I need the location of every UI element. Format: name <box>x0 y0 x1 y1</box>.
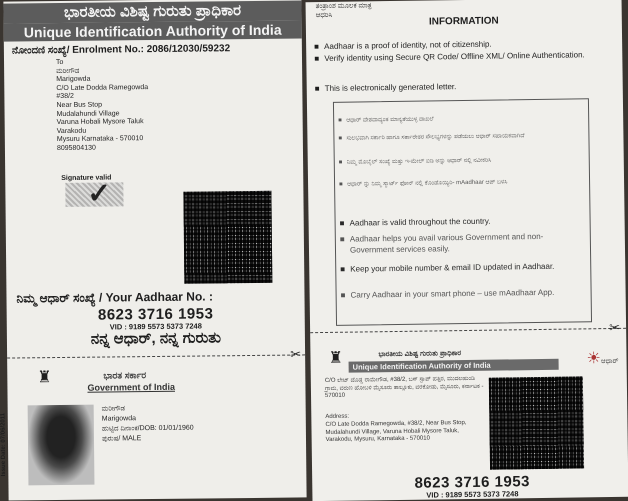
holder-name: Marigowda <box>101 415 137 423</box>
address-line: #38/2 <box>56 93 74 101</box>
bullet-icon: ■ <box>314 84 320 94</box>
government-label-english: Government of India <box>87 381 176 393</box>
vid-number: VID : 9189 5573 5373 7248 <box>426 489 519 500</box>
address-line: Varuna Hobali Mysore Taluk <box>56 118 144 127</box>
vid-number: VID : 9189 5573 5373 7248 <box>109 321 202 332</box>
authority-banner-english: Unique Identification Authority of India <box>4 20 302 41</box>
address-line: Near Bus Stop <box>56 101 103 109</box>
your-aadhaar-label: ನಿಮ್ಮ ಆಧಾರ್ ಸಂಖ್ಯೆ / Your Aadhaar No. : <box>16 289 214 306</box>
national-emblem-icon: ♜ <box>37 369 52 387</box>
information-box <box>333 98 592 326</box>
recipient-address <box>56 58 149 153</box>
authority-header <box>348 349 558 374</box>
aadhaar-letter-back <box>306 0 628 501</box>
kannada-bullet-text: ನಿಮ್ಮ ಮೊಬೈಲ್ ಸಂಖ್ಯೆ ಮತ್ತು ಇ-ಮೇಲ್ ಐಡಿ ಅನ್ನು ಆಧಾರ್ ನಲ್ಲಿ ನವೀಕರಿಸಿ <box>346 157 492 166</box>
address-line: Mudalahundi Village <box>56 109 120 118</box>
bullet-icon: ■ <box>339 218 345 228</box>
address-line: Marigowda <box>56 75 91 84</box>
bullet-icon: ■ <box>314 42 320 52</box>
aadhaar-logo-icon: ☀ಆಧಾರ್ <box>586 350 619 368</box>
holder-name-kannada: ಮರೀಗೌಡ <box>101 405 125 413</box>
information-bullet-text: Verify identity using Secure QR Code/ Offline XML/ Online Authentication. <box>324 50 585 63</box>
government-label-kannada: ಭಾರತ ಸರ್ಕಾರ <box>103 370 147 381</box>
address-line: Varakodu <box>56 127 87 135</box>
scissors-icon: ✂ <box>290 346 302 362</box>
cut-line <box>310 328 626 333</box>
bullet-icon: ■ <box>338 159 343 166</box>
kannada-bullet <box>338 132 566 143</box>
slogan: ನನ್ನ ಆಧಾರ್, ನನ್ನ ಗುರುತು <box>90 329 222 348</box>
aadhaar-number: 8623 3716 1953 <box>97 305 214 324</box>
english-bullet <box>339 231 578 255</box>
enrolment-number <box>12 43 230 56</box>
national-emblem-icon: ♜ <box>328 349 343 367</box>
address-line: C/O Late Dodda Ramegowda <box>56 83 149 92</box>
information-bullet-text: Aadhaar is a proof of identity, not of citizenship. <box>324 39 492 51</box>
english-bullet-text: Carry Aadhaar in your smart phone – use mAadhaar App. <box>350 287 555 300</box>
enrolment-value: 2086/12030/59232 <box>146 43 231 56</box>
address-kannada: C/O ಲೇಟ್ ದೊಡ್ಡ ರಾಮೇಗೌಡ, #38/2, ಬಸ್ ಸ್ಟಾಪ್ ಹತ್ತಿರ, ಮುದಲಹುಂಡಿ ಗ್ರಾಮ, ವರುಣ ಹೋಬಳಿ ಮೈಸೂರು ತಾಲ್ಲೂಕು, ವರಕೋಡು, ಮೈಸೂರು, ಕರ್ನಾಟಕ - 570010 <box>324 375 484 399</box>
address-label: Address: <box>325 413 350 420</box>
information-heading: INFORMATION <box>428 15 499 28</box>
address-line: Mysuru Karnataka - 570010 <box>56 135 144 144</box>
bullet-icon: ■ <box>338 117 342 124</box>
cut-line <box>7 354 305 358</box>
address-english: C/O Late Dodda Ramegowda, #38/2, Near Bus Stop, Mudalahundi Village, Varuna Hobali Mysore Taluk, Varakodu, Mysuru, Karnataka - 570010 <box>325 420 467 443</box>
holder-details <box>102 404 194 445</box>
english-bullet-text: Aadhaar is valid throughout the country. <box>349 216 491 228</box>
kannada-bullet-text: ಆಧಾರ್ ದೇಶದಾದ್ಯಂತ ಮಾನ್ಯತೆಯುಳ್ಳ ದಾಖಲೆ <box>346 116 434 124</box>
kannada-bullet <box>339 178 567 189</box>
top-text-line: ತಂತ್ರಾಂಶ ಮೂಲಕ ಮಾತ್ರ <box>315 2 372 11</box>
aadhaar-letter-front <box>0 0 306 501</box>
holder-dob: ಹುಟ್ಟಿದ ದಿನಾಂಕ/DOB: 01/01/1960 <box>101 424 194 433</box>
address-line: To <box>55 58 64 67</box>
scissors-icon: ✂ <box>609 319 621 336</box>
bullet-icon: ■ <box>340 290 346 300</box>
address-line: 8095804130 <box>56 144 96 152</box>
bullet-icon: ■ <box>339 234 345 244</box>
signature-valid-label: Signature valid <box>61 174 112 182</box>
english-bullet <box>339 215 578 229</box>
qr-code <box>489 376 584 469</box>
signature-block <box>61 174 131 211</box>
aadhaar-number: 8623 3716 1953 <box>414 473 531 492</box>
english-bullet <box>340 261 578 275</box>
top-text-line: ಆಧರಿಸಿ <box>315 11 333 20</box>
authority-banner-kannada: ಭಾರತೀಯ ವಿಶಿಷ್ಟ ಗುರುತು ಪ್ರಾಧಿಕಾರ <box>3 0 301 23</box>
bullet-icon: ■ <box>340 264 346 274</box>
english-bullet-text: Keep your mobile number & email ID updated in Aadhaar. <box>350 261 555 274</box>
bullet-icon: ■ <box>314 54 320 64</box>
issue-date: Issue Date: 07/06/2011 <box>0 412 8 477</box>
holder-gender: ಪುರುಷ/ MALE <box>101 435 142 443</box>
information-bullet <box>314 50 596 64</box>
authority-kannada: ಭಾರತೀಯ ವಿಶಿಷ್ಟ ಗುರುತು ಪ್ರಾಧಿಕಾರ <box>378 350 462 359</box>
information-bullet <box>314 80 597 94</box>
bullet-icon: ■ <box>338 135 343 142</box>
aadhaar-logo-text: ಆಧಾರ್ <box>600 357 619 366</box>
kannada-bullet <box>338 156 567 167</box>
kannada-bullet <box>338 114 566 125</box>
english-bullet-text: Aadhaar helps you avail various Government and non-Government services easily. <box>349 231 544 255</box>
issue-date-strip <box>0 401 19 491</box>
address-line: ಮರೀಗೌಡ <box>56 67 80 75</box>
authority-english: Unique Identification Authority of India <box>349 359 559 373</box>
enrolment-label: ನೋಂದಣಿ ಸಂಖ್ಯೆ/ Enrolment No.: <box>11 44 144 57</box>
english-bullet <box>340 287 579 301</box>
kannada-bullet-text: ಸುಲಭವಾಗಿ ಸರ್ಕಾರಿ ಹಾಗೂ ಸರ್ಕಾರೇತರ ಸೌಲಭ್ಯಗಳನ್ನು ಪಡೆಯಲು ಆಧಾರ್ ಸಹಾಯಕವಾಗಿದೆ <box>346 133 525 142</box>
bullet-icon: ■ <box>339 181 343 188</box>
holder-photo <box>28 405 95 486</box>
checkmark-icon: ✓ <box>87 177 112 209</box>
kannada-bullet-text: ಆಧಾರ್ ನ್ನು ನಿಮ್ಮ ಸ್ಮಾರ್ಟ್ ಫೋನ್ ನಲ್ಲಿ ಕೊಂಡೊಯ್ಯಿರಿ- mAadhaar ಆಪ್ ಬಳಸಿ <box>347 179 508 188</box>
information-bullet-text: This is electronically generated letter. <box>324 82 457 93</box>
qr-code <box>183 191 272 284</box>
